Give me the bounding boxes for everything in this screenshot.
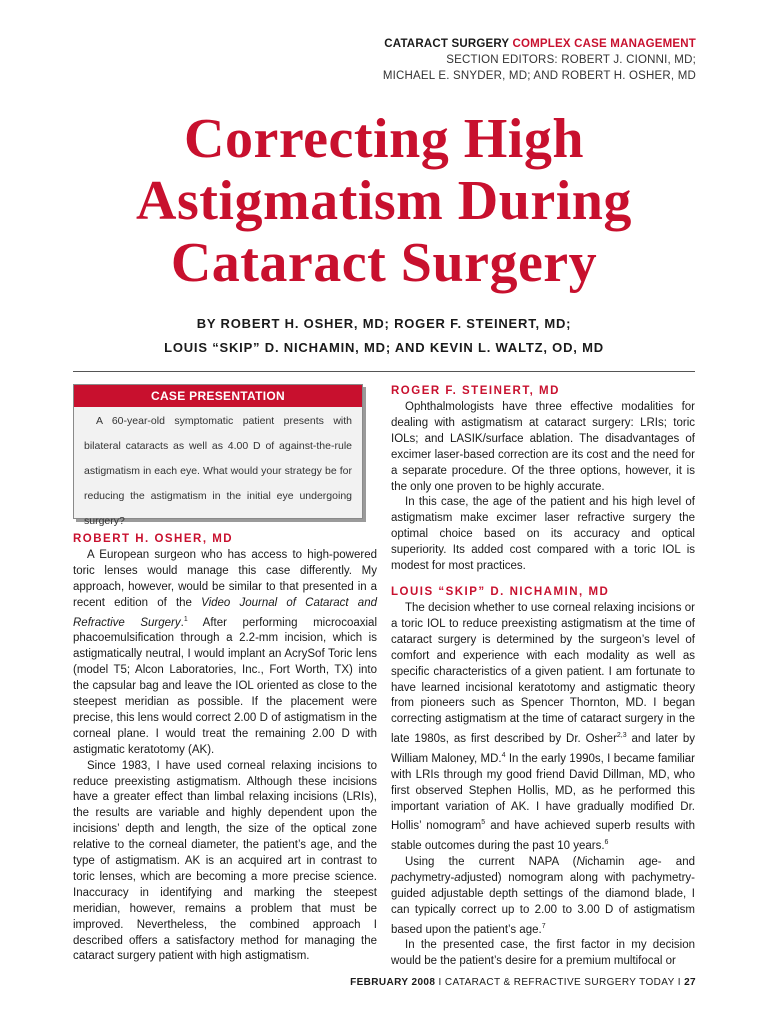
page-number: 27 (684, 977, 696, 988)
case-presentation-box (73, 384, 363, 527)
series-accent: COMPLEX CASE MANAGEMENT (512, 38, 696, 50)
page-footer (350, 977, 696, 988)
reference-6: 6 (604, 839, 609, 847)
nichamin-p1-text-a: The decision whether to use corneal relaxing incisions or a toric IOL to reduce preexisting astigmatism at the time of cataract surgery is determined by the surgeon’s level of comfort and experience with each modality as well as specific characteristics of a given patient. I am fortunate to have learned incisional keratotomy and astigmatic theory from pioneers such as Spencer Thornton, MD. I began correcting astigmatism at the time of cataract surgery in the late 1980s, as first described by Dr. Osher (391, 601, 695, 746)
reference-2-3: 2,3 (616, 732, 627, 740)
title-line-1: Correcting High (184, 108, 584, 170)
nichamin-heading: LOUIS “SKIP” D. NICHAMIN, MD (391, 585, 610, 598)
reference-4: 4 (501, 751, 506, 759)
byline-line-1: BY ROBERT H. OSHER, MD; ROGER F. STEINERT, MD; (196, 316, 572, 331)
nichamin-paragraph-3: In the presented case, the first factor in my decision would be the patient’s desire for a premium multifocal or (391, 939, 695, 968)
acronym-a: a (638, 855, 646, 868)
byline-line-2: LOUIS “SKIP” D. NICHAMIN, MD; AND KEVIN L. WALTZ, OD, MD (164, 340, 604, 355)
osher-p1-punct: . (180, 616, 184, 629)
nichamin-p2-word-3: chymetry- (403, 871, 455, 884)
steinert-paragraph-2: In this case, the age of the patient and his high level of astigmatism make excimer laser refractive surgery the optimal choice based on its accuracy and optical superiority. Its added cost compared with a toric IOL is modest for most practices. (391, 496, 695, 573)
osher-paragraph-2: Since 1983, I have used corneal relaxing incisions to reduce preexisting astigmatism. Although these incisions have a greater effect than limbal relaxing incisions (LRIs), the results are variable and highly dependent upon the incisions’ depth and length, the size of the optical zone relative to the corneal diameter, the patient’s age, and the type of astigmatism. AK is an acquired art in contrast to toric lenses, which are becoming a more precise science. Inaccuracy in identifying and marking the steepest meridian, however, remains a problem that must be improved. Nevertheless, the combined approach I described offers a satisfactory method for managing the cataract surgery patient with high astigmatism. (73, 759, 377, 963)
reference-5: 5 (481, 819, 486, 827)
section-spacer (391, 575, 695, 584)
footer-separator-1: I (438, 977, 442, 988)
nichamin-p1-text-d: and have achieved superb results with stable outcomes during the past 10 years. (391, 820, 695, 852)
article-title (60, 108, 708, 294)
left-column (73, 384, 377, 965)
footer-publication: CATARACT & REFRACTIVE SURGERY TODAY (444, 977, 675, 988)
case-presentation-title: CASE PRESENTATION (74, 385, 362, 407)
footer-date: FEBRUARY 2008 (350, 977, 436, 988)
case-presentation-text: A 60-year-old symptomatic patient presents with bilateral cataracts as well as 4.00 D of against-the-rule astigmatism in each eye. What would your strategy be for reducing the astigmatism in the initial eye undergoing surgery? (84, 415, 352, 527)
section-editors-line2: MICHAEL E. SNYDER, MD; AND ROBERT H. OSHER, MD (382, 70, 696, 82)
nichamin-p1-text-c: In the early 1990s, I became familiar with LRIs through my good friend David Dillman, MD, who first observed Stephen Hollis, MD, as he performed this important variation of AK. I have gradually modified Dr. Hollis’ nomogram (391, 752, 695, 833)
nichamin-p2-text-b: djusted) nomogram along with pachymetry-guided adjustable depth settings of the diamond blade, I can typically correct up to 2.00 to 3.00 D of astigmatism based upon the patient’s age. (391, 871, 695, 936)
footer-separator-2: I (677, 977, 681, 988)
acronym-n: N (576, 855, 585, 868)
section-header (276, 36, 696, 84)
nichamin-p2-word-2: ge- and (645, 855, 695, 868)
series-line (276, 36, 696, 52)
osher-p1-text-a: A European surgeon who has access to high-powered toric lenses would manage this case differently. My approach, however, would be similar to that presented in a recent edition of the (73, 549, 377, 609)
right-column (391, 383, 695, 970)
title-line-2: Astigmatism During (136, 170, 632, 232)
author-byline (60, 312, 708, 360)
osher-paragraph-1 (73, 548, 377, 759)
reference-7: 7 (541, 922, 546, 930)
nichamin-paragraph-2 (391, 855, 695, 938)
nichamin-p2-text-a: Using the current NAPA ( (405, 855, 577, 868)
osher-p1-text-b: After performing microcoaxial phacoemulsification through a 2.2-mm incision, which is astigmatically neutral, I would implant an AcrySof Toric lens (model T5; Alcon Laboratories, Inc., Fort Worth, TX) into the capsular bag and leave the IOL oriented as close to the steepest meridian as possible. If the placement were precise, this lens would correct 2.00 D of astigmatism in the corneal plane. I would treat the remaining 2.00 D with astigmatic keratotomy (AK). (73, 616, 377, 756)
steinert-heading: ROGER F. STEINERT, MD (391, 385, 560, 397)
acronym-a2: a (454, 871, 461, 884)
series-label: CATARACT SURGERY (384, 38, 510, 50)
divider-rule (73, 371, 695, 372)
acronym-p: pa (391, 871, 404, 884)
steinert-paragraph-1: Ophthalmologists have three effective modalities for dealing with astigmatism at cataract surgery: LRIs; toric IOLs; and LASIK/surface ablation. The disadvantages of excimer laser-based correction are its cost and the need for a separate procedure. Of the three options, however, it is the only one proven to be highly accurate. (391, 401, 695, 493)
osher-heading: ROBERT H. OSHER, MD (73, 533, 234, 545)
nichamin-paragraph-1 (391, 601, 695, 855)
journal-title: Video Journal of Cataract and Refractive Surgery (73, 596, 377, 629)
section-editors-line1: SECTION EDITORS: ROBERT J. CIONNI, MD; (446, 54, 696, 66)
nichamin-p2-word-1: ichamin (584, 855, 639, 868)
reference-1: 1 (183, 615, 188, 623)
nichamin-p1-text-b: and later by William Maloney, MD. (391, 733, 695, 765)
title-line-3: Cataract Surgery (170, 232, 598, 294)
